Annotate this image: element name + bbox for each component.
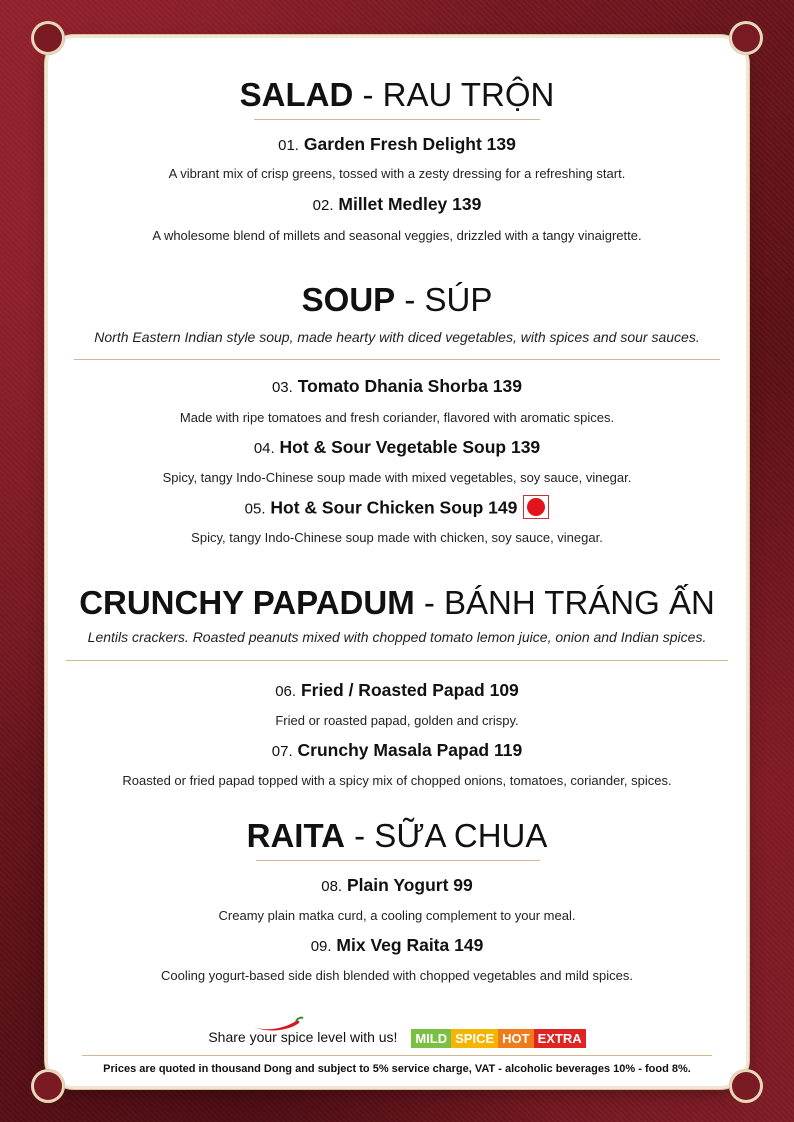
menu-item-desc: Made with ripe tomatoes and fresh coriander, flavored with aromatic spices.: [179, 410, 615, 425]
spice-level-extra: EXTRA: [534, 1029, 586, 1048]
raita-divider: [256, 860, 540, 861]
salad-title-vn: - RAU TRỘN: [353, 76, 555, 113]
menu-item-title: 05. Hot & Sour Chicken Soup 149: [0, 497, 794, 521]
menu-item-title: 04. Hot & Sour Vegetable Soup 139: [253, 437, 541, 457]
salad-title: SALAD: [239, 76, 354, 113]
menu-item-desc: Spicy, tangy Indo-Chinese soup made with mixed vegetables, soy sauce, vinegar.: [162, 470, 632, 485]
papadum-divider: [66, 660, 728, 661]
spice-level-row: [0, 1029, 794, 1048]
papadum-intro: Lentils crackers. Roasted peanuts mixed with chopped tomato lemon juice, onion and Indian spices.: [87, 629, 707, 645]
papadum-heading: [0, 584, 794, 622]
soup-heading: [0, 281, 794, 319]
footer-note: Prices are quoted in thousand Dong and subject to 5% service charge, VAT - alcoholic beverages 10% - food 8%.: [103, 1063, 691, 1075]
menu-item-desc: A wholesome blend of millets and seasonal veggies, drizzled with a tangy vinaigrette.: [152, 228, 642, 243]
menu-item-title: 03. Tomato Dhania Shorba 139: [271, 376, 523, 396]
salad-divider: [254, 119, 540, 120]
menu-item-desc: Roasted or fried papad topped with a spicy mix of chopped onions, tomatoes, coriander, spices.: [122, 773, 672, 788]
spice-level-mild: MILD: [411, 1029, 451, 1048]
menu-item-desc: Creamy plain matka curd, a cooling complement to your meal.: [218, 908, 576, 923]
raita-title: RAITA: [246, 817, 345, 854]
soup-title-vn: - SÚP: [395, 281, 493, 318]
non-veg-icon: [523, 495, 549, 519]
soup-divider: [74, 359, 720, 360]
menu-item-title: 06. Fried / Roasted Papad 109: [275, 680, 519, 700]
footer-divider: [82, 1055, 712, 1056]
menu-item-title: 02. Millet Medley 139: [312, 194, 482, 214]
papadum-title-vn: - BÁNH TRÁNG ẤN: [414, 584, 715, 621]
non-veg-dot: [527, 498, 545, 516]
menu-item-title: 07. Crunchy Masala Papad 119: [271, 740, 523, 760]
menu-item-desc: Cooling yogurt-based side dish blended with chopped vegetables and mild spices.: [161, 968, 633, 983]
menu-item-title: 09. Mix Veg Raita 149: [310, 935, 484, 955]
papadum-title: CRUNCHY PAPADUM: [79, 584, 415, 621]
salad-heading: [0, 76, 794, 114]
spice-level-spice: SPICE: [451, 1029, 498, 1048]
menu-item-title: 01. Garden Fresh Delight 139: [278, 134, 516, 154]
menu-item-desc: Fried or roasted papad, golden and crispy.: [275, 713, 519, 728]
menu-item-desc: Spicy, tangy Indo-Chinese soup made with chicken, soy sauce, vinegar.: [191, 530, 603, 545]
soup-intro: North Eastern Indian style soup, made hearty with diced vegetables, with spices and sour sauces.: [94, 329, 700, 345]
raita-title-vn: - SỮA CHUA: [344, 817, 548, 854]
soup-title: SOUP: [301, 281, 396, 318]
menu-item-desc: A vibrant mix of crisp greens, tossed with a zesty dressing for a refreshing start.: [168, 166, 626, 181]
raita-heading: [0, 817, 794, 855]
spice-level-label: Share your spice level with us!: [208, 1029, 398, 1046]
spice-level-hot: HOT: [498, 1029, 533, 1048]
menu-item-title: 08. Plain Yogurt 99: [321, 875, 473, 895]
